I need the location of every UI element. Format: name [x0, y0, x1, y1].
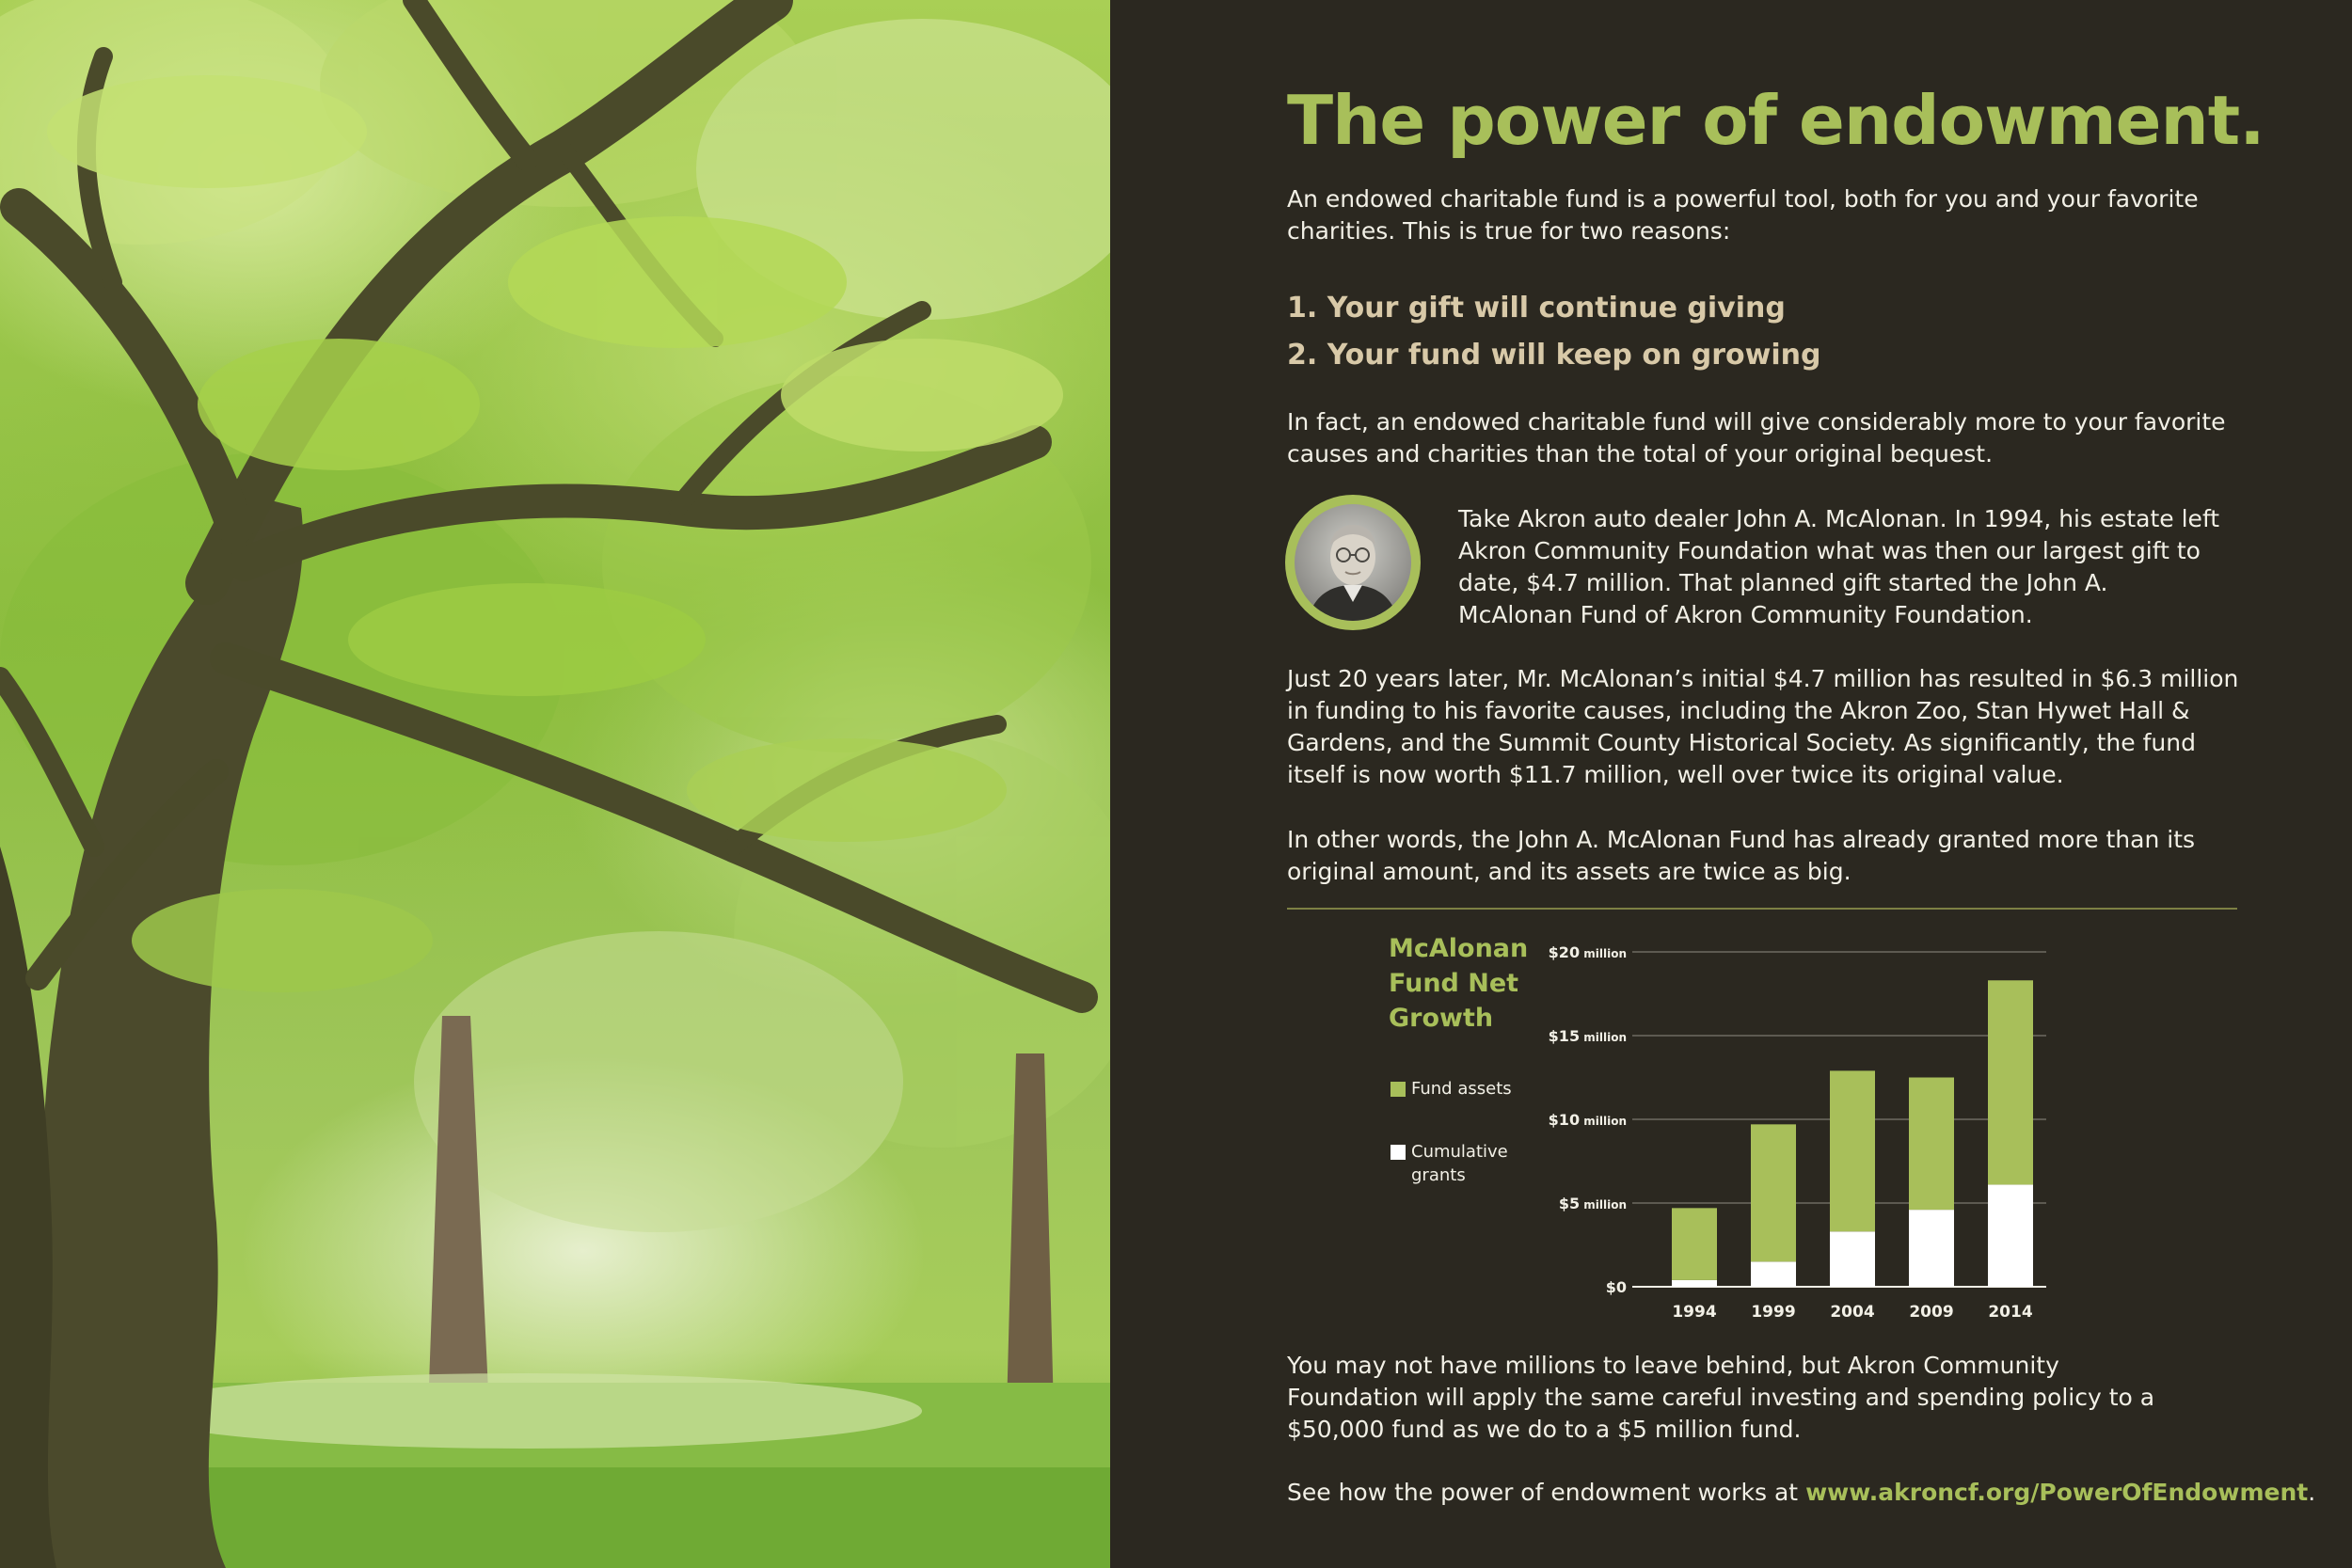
reason-2: 2. Your fund will keep on growing: [1287, 339, 1821, 372]
y-tick-label: $10 million: [1548, 1111, 1627, 1129]
y-tick-label: $0: [1605, 1278, 1627, 1296]
section-divider: [1287, 908, 2237, 910]
cta-suffix: .: [2308, 1479, 2316, 1506]
x-tick-label: 2004: [1830, 1303, 1875, 1322]
legend-label-fund-assets: Fund assets: [1411, 1079, 1512, 1099]
portrait-john-mcalonan: [1285, 495, 1421, 630]
oak-tree-photo: [0, 0, 1110, 1568]
bar-fund-assets: [1751, 1124, 1796, 1261]
x-tick-label: 2014: [1988, 1303, 2033, 1322]
bar-fund-assets: [1988, 980, 2033, 1184]
closing-paragraph: You may not have millions to leave behind, but Akron Community Foundation will apply the same careful investing and spending policy to a $50,000 fund as we do to a $5 million fund.: [1287, 1352, 2155, 1443]
story-paragraph: Take Akron auto dealer John A. McAlonan. In 1994, his estate left Akron Community Foundation what was then our largest gift to date, $4.7 million. That planned gift started the John A. McAlonan Fund of Akron Community Foundation.: [1458, 505, 2220, 628]
bar-cumulative-grants: [1672, 1280, 1717, 1287]
endowment-link[interactable]: www.akroncf.org/PowerOfEndowment: [1805, 1479, 2309, 1506]
bar-cumulative-grants: [1830, 1231, 1875, 1287]
other-words-paragraph: In other words, the John A. McAlonan Fund has already granted more than its original amount, and its assets are twice as big.: [1287, 826, 2196, 885]
y-tick-label: $20 million: [1548, 943, 1627, 961]
fact-paragraph: In fact, an endowed charitable fund will give considerably more to your favorite causes and charities than the total of your original bequest.: [1287, 408, 2226, 467]
chart-title: McAlonan Fund Net Growth: [1389, 934, 1529, 1033]
cta-prefix: See how the power of endowment works at: [1287, 1479, 1806, 1506]
legend-swatch-fund-assets: [1391, 1082, 1406, 1097]
tree-illustration: [0, 0, 1110, 1568]
y-tick-label: $5 million: [1558, 1195, 1627, 1212]
x-tick-label: 2009: [1909, 1303, 1954, 1322]
bar-cumulative-grants: [1751, 1261, 1796, 1287]
legend-label-cumulative-grants: Cumulative grants: [1411, 1142, 1508, 1185]
y-tick-label: $15 million: [1548, 1027, 1627, 1045]
cta-line: [1287, 1477, 2322, 1509]
portrait-photo: [1295, 504, 1411, 621]
fund-growth-chart: [1543, 931, 2070, 1326]
legend-swatch-cumulative-grants: [1391, 1145, 1406, 1160]
page-title: The power of endowment.: [1287, 81, 2265, 160]
portrait-figure: [1295, 504, 1411, 621]
intro-paragraph: An endowed charitable fund is a powerful tool, both for you and your favorite charities. This is true for two reasons:: [1287, 185, 2199, 245]
bar-fund-assets: [1830, 1070, 1875, 1231]
later-paragraph: Just 20 years later, Mr. McAlonan’s initial $4.7 million has resulted in $6.3 million in funding to his favorite causes, including the Akron Zoo, Stan Hywet Hall & Gardens, and the Summit County Historical Society. As significantly, the fund itself is now worth $11.7 million, well over twice its original value.: [1287, 665, 2239, 788]
bar-fund-assets: [1672, 1208, 1717, 1280]
bar-cumulative-grants: [1988, 1184, 2033, 1287]
bar-cumulative-grants: [1909, 1210, 1954, 1287]
bar-fund-assets: [1909, 1078, 1954, 1211]
x-tick-label: 1994: [1672, 1303, 1717, 1322]
reason-1: 1. Your gift will continue giving: [1287, 292, 1786, 325]
x-tick-label: 1999: [1751, 1303, 1796, 1322]
